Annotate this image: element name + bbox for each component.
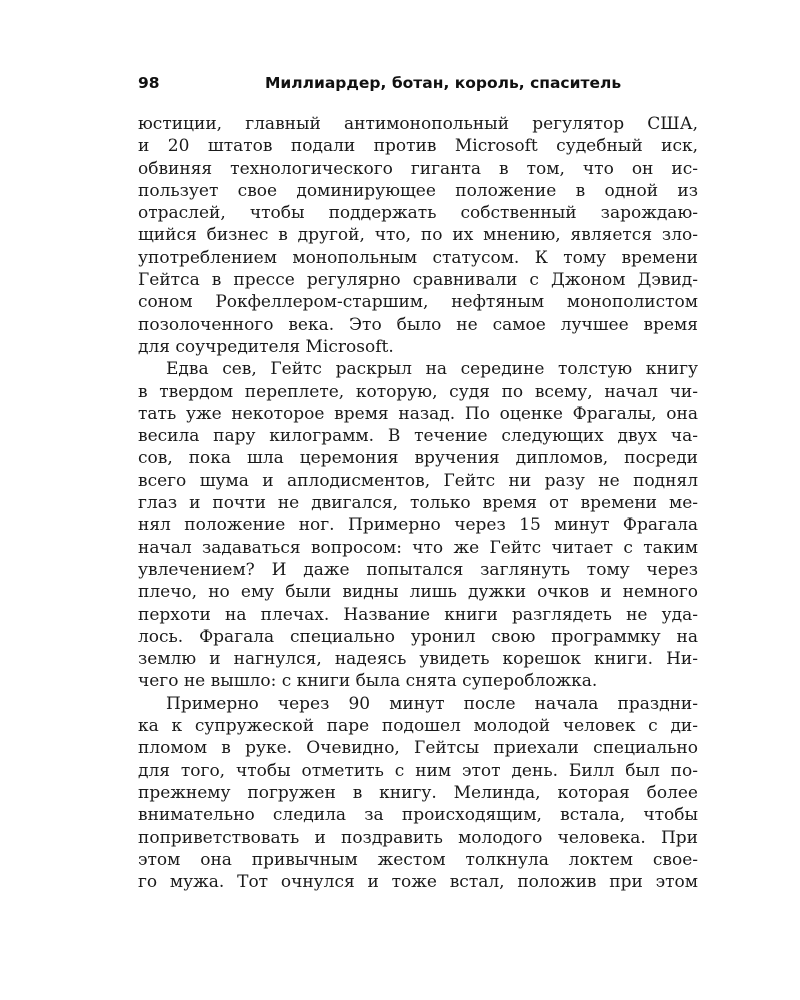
text-line: поприветствовать и поздравить молодого человека. При xyxy=(138,827,698,848)
text-line: для соучредителя Microsoft. xyxy=(138,336,394,357)
text-line: Примерно через 90 минут после начала праздни- xyxy=(166,693,698,714)
text-line: нял положение ног. Примерно через 15 минут Фрагала xyxy=(138,515,698,536)
text-line: увлечением? И даже попытался заглянуть тому через xyxy=(138,559,698,580)
text-line: начал задаваться вопросом: что же Гейтс читает с таким xyxy=(138,537,698,558)
text-line: весила пару килограмм. В течение следующих двух ча- xyxy=(138,426,698,447)
text-line: щийся бизнес в другой, что, по их мнению, является зло- xyxy=(138,225,698,246)
text-line: внимательно следила за происходящим, встала, чтобы xyxy=(138,805,698,826)
text-line: в твердом переплете, которую, судя по всему, начал чи- xyxy=(138,381,698,402)
running-title: Миллиардер, ботан, король, спаситель xyxy=(265,74,622,92)
text-line: перхоти на плечах. Название книги разглядеть не уда- xyxy=(138,604,698,625)
text-line: пломом в руке. Очевидно, Гейтсы приехали специально xyxy=(138,738,698,759)
text-line: плечо, но ему были видны лишь дужки очков и немного xyxy=(138,582,698,603)
page-number: 98 xyxy=(138,74,160,92)
text-line: землю и нагнулся, надеясь увидеть корешок книги. Ни- xyxy=(138,649,698,670)
text-line: обвиняя технологического гиганта в том, что он ис- xyxy=(138,158,698,179)
text-line: чего не вышло: с книги была снята суперобложка. xyxy=(138,671,598,692)
text-line: пользует свое доминирующее положение в одной из xyxy=(138,180,698,201)
text-line: прежнему погружен в книгу. Мелинда, которая более xyxy=(138,782,698,803)
text-line: тать уже некоторое время назад. По оценке Фрагалы, она xyxy=(138,403,698,424)
text-line: глаз и почти не двигался, только время от времени ме- xyxy=(138,493,698,514)
text-line: позолоченного века. Это было не самое лучшее время xyxy=(138,314,698,335)
text-line: отраслей, чтобы поддержать собственный зарождаю- xyxy=(138,203,698,224)
running-head xyxy=(138,74,698,98)
text-line: этом она привычным жестом толкнула локтем свое- xyxy=(138,849,698,870)
text-line: и 20 штатов подали против Microsoft судебный иск, xyxy=(138,136,698,157)
body-text xyxy=(138,113,698,893)
text-line: юстиции, главный антимонопольный регулятор США, xyxy=(138,114,698,134)
text-line: соном Рокфеллером-старшим, нефтяным монополистом xyxy=(138,292,698,313)
text-line: Едва сев, Гейтс раскрыл на середине толстую книгу xyxy=(166,359,698,380)
text-line: для того, чтобы отметить с ним этот день. Билл был по- xyxy=(138,760,698,781)
text-line: го мужа. Тот очнулся и тоже встал, положив при этом xyxy=(138,872,698,893)
text-line: употреблением монопольным статусом. К тому времени xyxy=(138,247,698,268)
text-line: сов, пока шла церемония вручения дипломов, посреди xyxy=(138,448,698,469)
text-line: всего шума и аплодисментов, Гейтс ни разу не поднял xyxy=(138,470,698,491)
text-line: Гейтса в прессе регулярно сравнивали с Джоном Дэвид- xyxy=(138,270,698,291)
text-line: ка к супружеской паре подошел молодой человек с ди- xyxy=(138,716,698,737)
text-line: лось. Фрагала специально уронил свою программку на xyxy=(138,626,698,647)
